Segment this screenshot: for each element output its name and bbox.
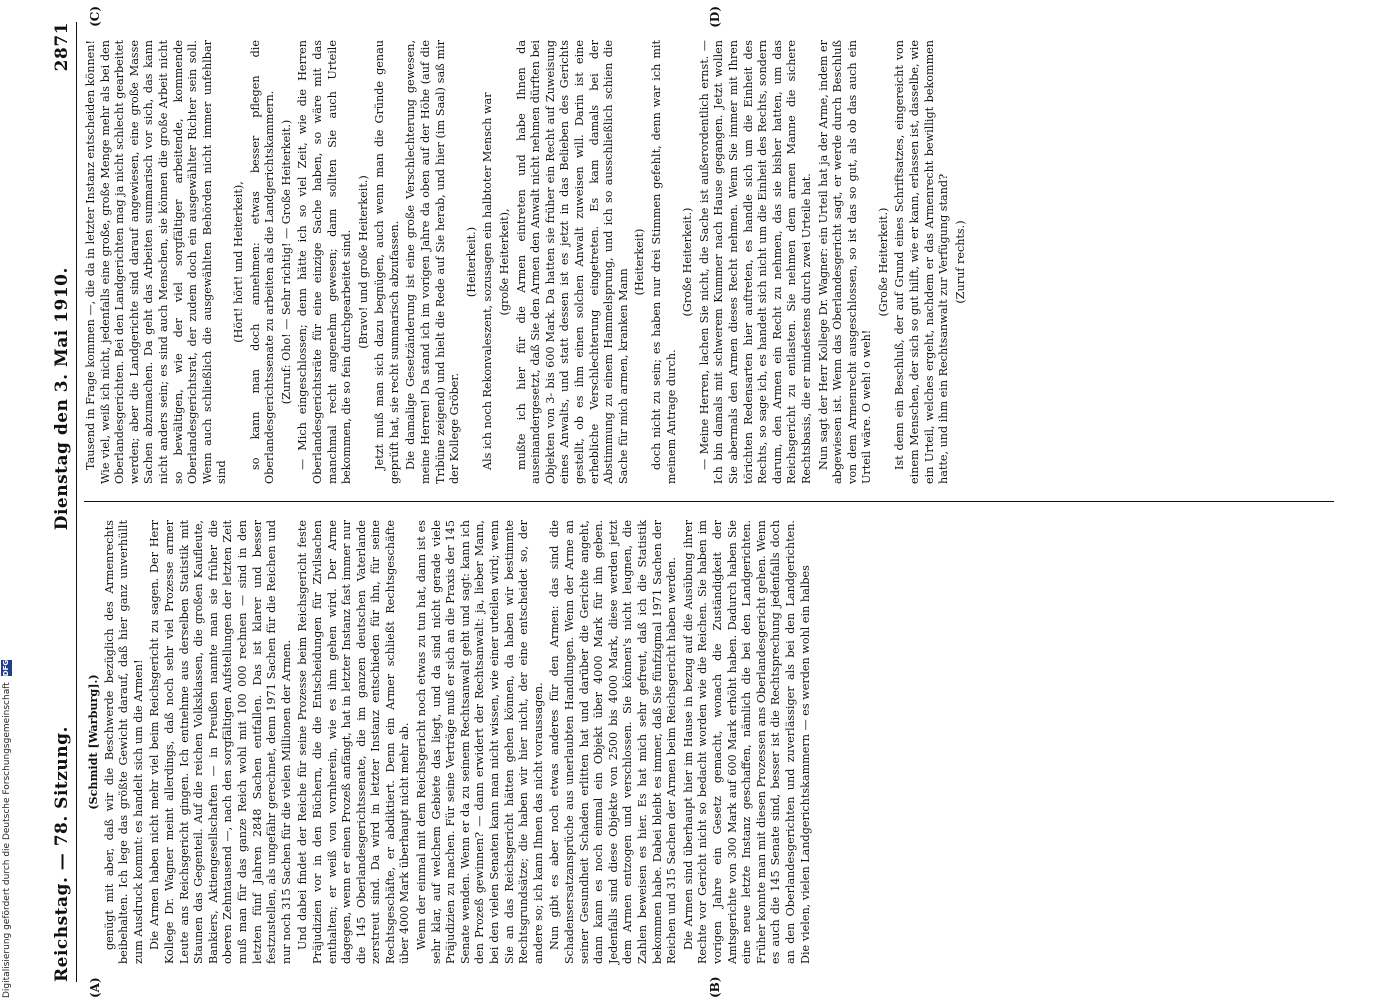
document-page bbox=[48, 6, 1338, 998]
caption-text: Digitalisierung gefördert durch die Deutsche Forschungsgemeinschaft bbox=[1, 682, 12, 998]
paragraph: doch nicht zu sein; es haben nur drei Stimmen gefehlt, denn war ich mit meinem Antrage durch. bbox=[649, 40, 678, 484]
margin-mark-c: (C) bbox=[88, 6, 102, 27]
paragraph: Die Armen sind überhaupt hier im Hause in bezug auf die Ausübung ihrer Rechte vor Gericht nicht so bedacht worden wie die Reichen. Sie haben im vorigen Jahre ein Gesetz gemacht, wonach die Zuständigkeit der Amtsgerichte von 300 Mark auf 600 Mark erhöht haben. Dadurch haben Sie eine neue letzte Instanz geschaffen, nämlich die bei den Landgerichten. Früher konnte man mit diesen Prozessen ans Oberlandesgericht gehen. Wenn es auch die 145 Senate sind, besser ist die Rechtsprechung jedenfalls doch an den Oberlandesgerichten und zuverlässiger als bei den Landgerichten. Die vielen, vielen Landgerichtskammern — es werden wohl ein halbes bbox=[681, 520, 812, 964]
interjection: (Bravo! und große Heiterkeit.) bbox=[356, 175, 370, 349]
interjection: (große Heiterkeit), bbox=[498, 208, 512, 316]
margin-mark-a: (A) bbox=[88, 977, 102, 998]
paragraph: Nun gibt es aber noch etwas anderes für den Armen: das sind die Schadensersatzansprüche aus unerlaubten Handlungen. Wenn der Arme an seiner Gesundheit Schaden erlitten hat und darüber die Gerichte angeht, dann kann es noch einmal ein Objekt über 4000 Mark für ihn geben. Jedenfalls sind diese Objekte von 2500 bis 4000 Mark, diese werden jetzt dem Armen entzogen und verschlossen. Sie können's nicht leugnen, die Zahlen beweisen es hier. Es hat mich sehr gefreut, daß ich die Statistik bekommen habe. Dabei bleibt es immer, daß Sie fünfzigmal 1971 Sachen der Reichen und 315 Sachen der Armen beim Reichsgericht haben werden. bbox=[548, 520, 679, 964]
paragraph: Die Armen haben nicht mehr viel beim Reichsgericht zu sagen. Der Herr Kollege Dr. Wagner meint allerdings, daß noch sehr viel Prozesse armer Leute ans Reichsgericht gingen. Ich entnehme aus derselben Statistik mit Staunen das Gegenteil. Auf die reichen Volksklassen, die großen Kaufleute, Bankiers, Aktiengesellschaften — in Preußen nannte man sie früher die oberen Zehntausend —, nach den sorgfältigen Aufstellungen der letzten Zeit muß man für das ganze Reich wohl mit 100 000 rechnen — sind in den letzten fünf Jahren 2848 Sachen entfallen. Das ist klarer und besser festzustellen, als ungefähr gerechnet, denn 1971 Sachen für die Reichen und nur noch 315 Sachen für die vielen Millionen der Armen. bbox=[148, 520, 293, 964]
right-column bbox=[84, 22, 1334, 502]
paragraph: Als ich noch Rekonvaleszent, sozusagen ein halbtoter Mensch war bbox=[481, 92, 495, 470]
paragraph: — Meine Herren, lachen Sie nicht, die Sache ist außerordentlich ernst. — Ich bin damals mit schwerem Kummer nach Hause gegangen. Jetzt wollen Sie abermals den Armen dieses Recht nehmen. Wenn Sie immer mit Ihren törichten Redensarten hier auftreten, es handle sich um die Einheit des Rechts, so sage ich, es handelt sich nicht um die Einheit des Rechts, sondern darum, den Armen ein Recht zu nehmen, das sie bisher hatten, um das Reichsgericht zu entlasten. Sie nehmen dem armen Manne die sichere Rechtsbasis, die er mindestens durch zwei Urteile hat. bbox=[697, 40, 813, 484]
interjection: (Zuruf: Oho! — Sehr richtig! — Große Heiterkeit.) bbox=[279, 119, 293, 405]
page-number: 2871 bbox=[52, 22, 72, 72]
paragraph: Nun sagt der Herr Kollege Dr. Wagner: ein Urteil hat ja der Arme, indem er abgewiesen ist. Wenn das Oberlandesgericht sagt, er werde durch Beschluß von dem Armenrecht ausgeschlossen, so ist das so gut, als ob das auch ein Urteil wäre. O weh! o weh! bbox=[816, 39, 874, 484]
interjection: (Heiterkeit.) bbox=[464, 226, 478, 298]
paragraph: Tausend in Frage kommen —, die da in letzter Instanz entscheiden können! Wie viel, weiß ich nicht, jedenfalls eine große, große Menge mehr als bei den Oberlandesgerichten. Bei den Landgerichten mag ja nicht schlecht gearbeitet werden; aber die Landgerichte sind darauf angewiesen, eine große Masse Sachen abzumachen. Da geht das Arbeiten summarisch vor sich, das kann nicht anders sein; es sind auch Menschen, sie können die große Arbeit nicht so bewältigen, wie der viel sorgfältiger arbeitende, kommende Oberlandesgerichtsrat, der zudem doch ein ausgewählter Richter sein soll. Wenn auch schließlich die ausgewählten Behörden nicht immer unfehlbar sind bbox=[84, 40, 229, 484]
dfg-logo-icon: DFG bbox=[2, 659, 10, 677]
margin-mark-d: (D) bbox=[708, 6, 722, 28]
paragraph: Jetzt muß man sich dazu begnügen, auch wenn man die Gründe genau geprüft hat, sie recht summarisch abzufassen. bbox=[373, 40, 401, 484]
paragraph: Ist denn ein Beschluß, der auf Grund eines Schriftsatzes, eingereicht von einem Menschen, der sich so gut hilft, wie er kann, erlassen ist, dasselbe, wie ein Urteil, welches ergeht, nachdem er das Armenrecht bewilligt bekommen hatte, und ihm ein Rechtsanwalt zur Verfügung stand? bbox=[893, 40, 951, 484]
interjection: (Heiterkeit) bbox=[633, 228, 647, 296]
paragraph: genügt mit aber, daß wir die Beschwerde bezüglich des Armenrechts beibehalten. Ich lege das größte Gewicht darauf, daß hier ganz unverhüllt zum Ausdruck kommt: es handelt sich um die Armen! bbox=[102, 520, 145, 964]
interjection: (Zuruf rechts.) bbox=[953, 220, 967, 304]
header-left: Reichstag. — 78. Sitzung. bbox=[52, 726, 72, 982]
paragraph: Und dabei findet der Reiche für seine Prozesse beim Reichsgericht feste Präjudizien vor in den Büchern, die die Entscheidungen für Zivilsachen enthalten; er weiß von vornherein, wie es ihm gehen wird. Der Arme dagegen, wenn er einen Prozeß anfängt, hat in letzter Instanz fast immer nur die 145 Oberlandesgerichtssenate, die im ganzen deutschen Vaterlande zerstreut sind. Da wird in letzter Instanz entschieden für ihn, für seine Rechtsgeschäfte, er abdiktiert. Denn ein Armer schließt Rechtsgeschäfte über 4000 Mark überhaupt nicht mehr ab. bbox=[296, 520, 412, 964]
paragraph: — Mich eingeschlossen; denn hätte ich so viel Zeit, wie die Herren Oberlandesgerichtsräte für eine einzige Sache haben, so wäre mit das manchmal recht angenehm gewesen; dann sollten Sie auch Urteile bekommen, die so fein durchgearbeitet sind. bbox=[296, 40, 354, 484]
interjection: (Hört! hört! und Heiterkeit), bbox=[231, 181, 245, 343]
left-column bbox=[84, 502, 1334, 982]
digitization-caption bbox=[1, 660, 12, 998]
paragraph: Die damalige Gesetzänderung ist eine große Verschlechterung gewesen, meine Herren! Da stand ich im vorigen Jahre da oben auf der Höhe (auf die Tribüne zeigend) und hielt die Rede auf Sie herab, und hier (im Saal) saß mir der Kollege Gröber. bbox=[404, 40, 462, 484]
interjection: (Große Heiterkeit.) bbox=[681, 207, 695, 317]
text-columns bbox=[84, 22, 1334, 982]
paragraph: so kann man doch annehmen: etwas besser pflegen die Oberlandesgerichtssenate zu arbeiten als die Landgerichtskammern. bbox=[248, 40, 277, 484]
page-header bbox=[48, 22, 77, 982]
speaker-name: (Schmidt [Warburg].) bbox=[86, 674, 100, 810]
header-title: Dienstag den 3. Mai 1910. bbox=[52, 267, 72, 531]
interjection: (Große Heiterkeit.) bbox=[876, 207, 890, 317]
paragraph: Wenn der einmal mit dem Reichsgericht noch etwas zu tun hat, dann ist es sehr klar, auf welchem Gebiete das liegt, und da sind nicht gerade viele Präjudizien zu machen. Für seine Verträge muß er sich an die Praxis der 145 Senate wenden. Wenn er da zu seinem Rechtsanwalt geht und sagt: kann ich den Prozeß gewinnen? — dann erwidert der Rechtsanwalt: ja, lieber Mann, bei den vielen Senaten kann man nicht wissen, wie einer urteilen wird; wenn Sie an das Reichsgericht hätten gehen können, da haben wir bestimmte Rechtsgrundsätze; die haben wir hier nicht, der eine entscheidet so, der andere so; ich kann Ihnen das nicht voraussagen. bbox=[415, 520, 545, 964]
paragraph: mußte ich hier für die Armen eintreten und habe Ihnen da auseinandergesetzt, daß Sie den Armen den Anwalt nicht nehmen dürften bei Objekten von 3- bis 600 Mark. Da hatten sie früher ein Recht auf Zuweisung eines Anwalts, und statt dessen ist es jetzt in das Belieben des Gerichts gestellt, ob es ihm einen solchen Anwalt zuweisen will. Darin ist eine erhebliche Verschlechterung eingetreten. Es kam damals bei der Abstimmung zu einem Hammelsprung, und ich so ausschließlich schien die Sache für mich armen, kranken Mann bbox=[514, 40, 630, 484]
margin-mark-b: (B) bbox=[708, 976, 722, 998]
